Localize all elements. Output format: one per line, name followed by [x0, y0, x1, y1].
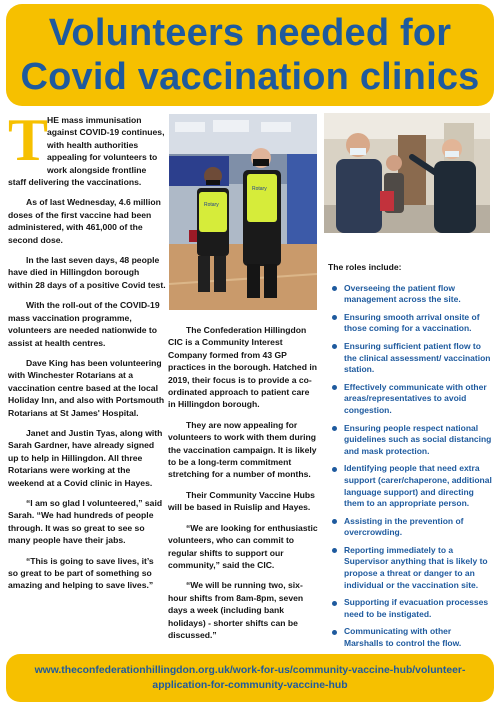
role-item: Overseeing the patient flow management across the site. [328, 283, 492, 306]
roles-list [328, 283, 492, 650]
role-item: Communicating with other Marshalls to control the flow. [328, 626, 492, 649]
article-column-1 [8, 107, 166, 600]
footer-banner [6, 654, 494, 702]
article-paragraph: Janet and Justin Tyas, along with Sarah Gardner, have already signed up to help in Hillingdon. All three Rotarians were working at the weekend at a Covid clinic in Hayes. [8, 427, 163, 488]
volunteers-photo-image [169, 114, 317, 310]
headline-line-2: Covid vaccination clinics [20, 56, 480, 98]
drop-cap: T [8, 107, 49, 173]
role-item: Ensuring sufficient patient flow to the clinical assessment/ vaccination station. [328, 341, 492, 376]
role-item: Ensuring smooth arrival onsite of those coming for a vaccination. [328, 312, 492, 335]
application-link[interactable]: www.theconfederationhillingdon.org.uk/work-for-us/community-vaccine-hub/volunteer-application-for-community-vaccine-hub [34, 665, 466, 691]
vaccination-clinic-photo-image [324, 113, 490, 233]
article-paragraph: With the roll-out of the COVID-19 mass vaccination programme, volunteers are needed nationwide to assist at health centres. [8, 300, 160, 348]
article-paragraph: As of last Wednesday, 4.6 million doses of the first vaccine had been administered, with 461,000 of the second dose. [8, 197, 161, 245]
role-item: Supporting if evacuation processes need to be instigated. [328, 597, 492, 620]
role-item: Reporting immediately to a Supervisor anything that is likely to propose a threat or danger to an individual or the vaccination site. [328, 545, 492, 591]
article-paragraph: The Confederation Hillingdon CIC is a Community Interest Company formed from 43 GP practices in the borough. Hatched in 2019, their focus is to provide a co-ordinated approach to patient care in Hillingdon borough. [168, 325, 317, 410]
article-paragraph [8, 107, 166, 188]
headline-banner [6, 4, 494, 106]
role-item: Ensuring people respect national guidelines such as social distancing and mask protection. [328, 423, 492, 458]
article-paragraph: In the last seven days, 48 people have died in Hillingdon borough within 28 days of a positive Covid test. [8, 255, 166, 290]
vest-label: Rotary [252, 186, 267, 192]
article-column-2 [168, 324, 318, 649]
vest-label: Rotary [204, 202, 219, 208]
article-lead-text: HE mass immunisation against COVID-19 continues, with health authorities appealing for volunteers to work alongside frontline staff delivering the vaccinations. [8, 115, 165, 188]
headline-line-1: Volunteers needed for [48, 12, 452, 54]
vaccination-clinic-photo [324, 113, 490, 233]
article-paragraph: “We will be running two, six-hour shifts from 8am-8pm, seven days a week (including bank holidays) - shorter shifts can be discussed.” [168, 580, 304, 640]
volunteers-photo [169, 114, 317, 310]
article-paragraph: They are now appealing for volunteers to work with them during the vaccination campaign. It is likely to be a long-term commitment stretching for a number of months. [168, 419, 317, 480]
article-paragraph: “We are looking for enthusiastic volunteers, who can commit to regular shifts to support our community,” said the CIC. [168, 522, 318, 570]
article-paragraph: Their Community Vaccine Hubs will be based in Ruislip and Hayes. [168, 489, 315, 513]
article-paragraph: “I am so glad I volunteered,” said Sarah. “We had hundreds of people through. It was so great to see so many people have their jabs. [8, 497, 163, 546]
role-item: Identifying people that need extra support (carer/chaperone, additional language support) and directing them to an appropriate person. [328, 463, 492, 509]
role-item: Assisting in the prevention of overcrowding. [328, 516, 492, 539]
role-item: Effectively communicate with other areas/representatives to avoid congestion. [328, 382, 492, 417]
article-paragraph: “This is going to save lives, it’s so great to be part of something so amazing and helping to save lives.” [8, 555, 154, 591]
article-paragraph: Dave King has been volunteering with Winchester Rotarians at a vaccination centre based at the local Holiday Inn, and also with Portsmouth Rotarians at St James' Hospital. [8, 357, 165, 418]
roles-list-section [328, 262, 492, 656]
roles-heading: The roles include: [328, 262, 402, 272]
